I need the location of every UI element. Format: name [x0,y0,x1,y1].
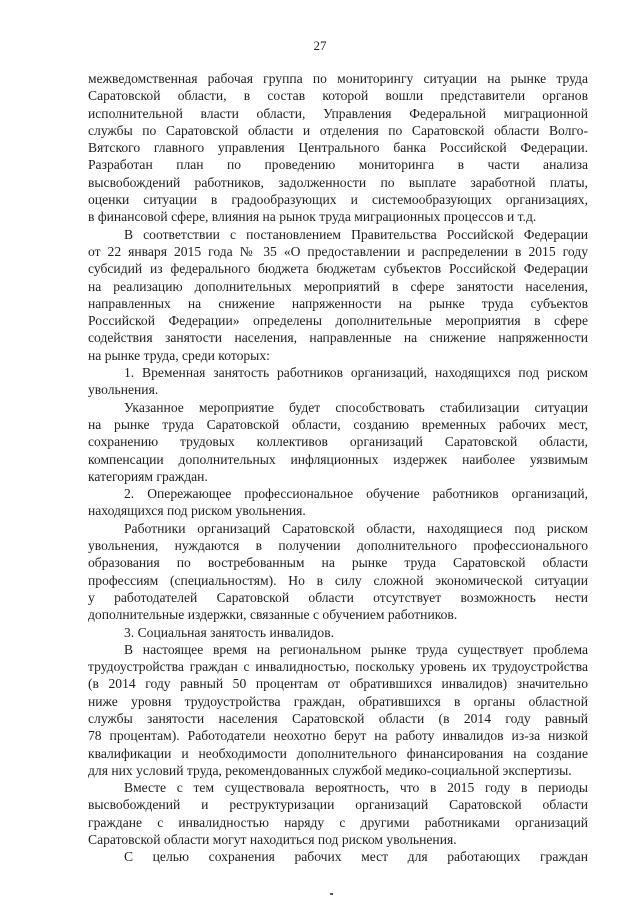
text-line: Российской Федерации» определены дополнительные мероприятия в сфере [88,313,588,329]
text-line: профессиям (специальностям). Но в силу сложной экономической ситуации [88,572,588,588]
text-line: Разработан план по проведению мониторинга в части анализа [88,157,588,173]
text-line: Вятского главного управления Центрального банка Российской Федерации. [88,140,588,156]
text-line: ниже уровня трудоустройства граждан, обратившихся в органы областной [88,693,588,709]
text-line: 3. Социальная занятость инвалидов. [124,624,335,640]
text-line: дополнительные издержки, связанные с обучением работников. [88,607,458,623]
text-line: межведомственная рабочая группа по мониторингу ситуации на рынке труда [88,71,588,86]
text-line: высвобождений и реструктуризации организаций Саратовской области [88,797,588,813]
text-line: субсидий из федерального бюджета бюджетам субъектов Российской Федерации [88,261,588,277]
text-line: службы занятости населения Саратовской области (в 2014 году равный [88,710,588,726]
text-line: находящихся под риском увольнения. [88,503,306,519]
text-line: исполнительной власти области, Управления Федеральной миграционной [88,105,588,121]
text-line: службы по Саратовской области и отделения по Саратовской области Волго- [88,122,588,138]
text-line: на рынке труда Саратовской области, созданию временных рабочих мест, [88,416,588,432]
text-line: 1. Временная занятость работников организаций, находящихся под риском [124,365,588,381]
text-line: от 22 января 2015 года № 35 «О предоставлении и распределении в 2015 году [88,243,588,259]
text-line: сохранению трудовых коллективов организаций Саратовской области, [88,434,588,450]
scan-speck [330,893,333,895]
text-line: В соответствии с постановлением Правительства Российской Федерации [124,226,588,242]
text-line: на рынке труда, среди которых: [88,347,270,363]
text-line: (в 2014 году равный 50 процентам от обратившихся инвалидов) значительно [88,676,588,692]
text-line: у работодателей Саратовской области отсутствует возможность нести [88,589,588,605]
text-line: высвобождений работников, задолженности по выплате заработной платы, [88,174,588,190]
page-number: 27 [313,38,327,53]
text-line: 2. Опережающее профессиональное обучение работников организаций, [124,486,588,502]
text-line: Вместе с тем существовала вероятность, что в 2015 году в периоды [124,780,588,796]
text-line: содействия занятости населения, направленные на снижение напряженности [88,330,588,346]
text-line: Указанное мероприятие будет способствовать стабилизации ситуации [124,399,588,415]
text-line: трудоустройства граждан с инвалидностью, поскольку уровень их трудоустройства [88,659,588,675]
text-line: 78 процентам). Работодатели неохотно берут на работу инвалидов из-за низкой [88,728,588,744]
text-line: категориям граждан. [88,468,208,484]
text-line: на реализацию дополнительных мероприятий в сфере занятости населения, [88,278,588,294]
text-line: увольнения. [88,382,159,398]
text-line: Саратовской области, в состав которой вошли представители органов [88,88,588,104]
body-text [88,70,588,866]
text-line: образования по востребованным на рынке труда Саратовской области [88,555,588,571]
text-line: увольнения, нуждаются в получении дополнительного профессионального [88,538,588,554]
text-line: оценки ситуации в градообразующих и системообразующих организациях, [88,192,588,208]
text-line: в финансовой сфере, влияния на рынок труда миграционных процессов и т.д. [88,209,537,225]
text-line: Работники организаций Саратовской области, находящиеся под риском [124,520,588,536]
text-line: В настоящее время на региональном рынке труда существует проблема [124,641,588,657]
text-line: граждане с инвалидностью наряду с другими работниками организаций [88,814,588,830]
text-line: компенсации дополнительных инфляционных издержек наиболее уязвимым [88,451,588,467]
text-line: направленных на снижение напряженности на рынке труда субъектов [88,295,588,311]
text-line: Саратовской области могут находиться под риском увольнения. [88,832,457,848]
text-line: квалификации и необходимости дополнительного финансирования на создание [88,745,588,761]
text-line: С целью сохранения рабочих мест для работающих граждан [124,849,588,865]
text-line: для них условий труда, рекомендованных службой медико-социальной экспертизы. [88,762,572,778]
